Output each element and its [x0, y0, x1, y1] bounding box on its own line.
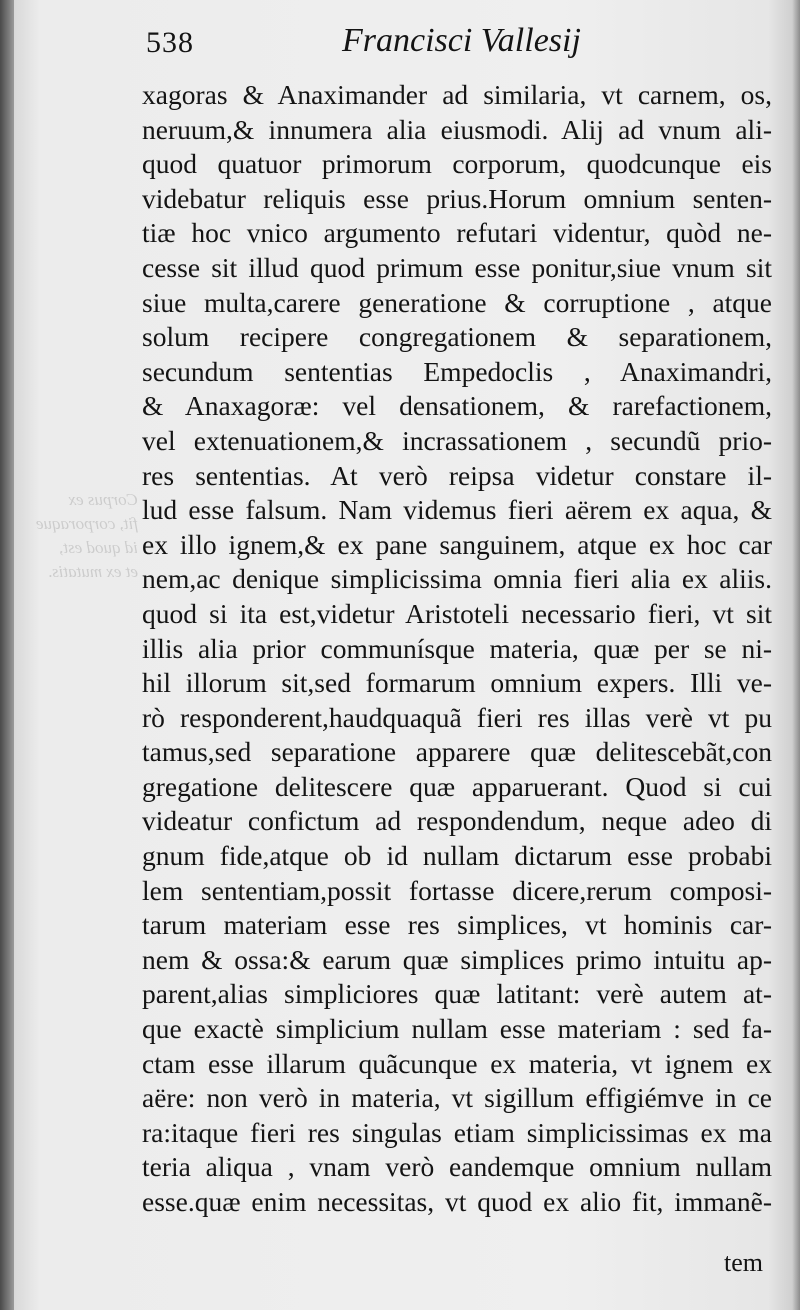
text-line: nem & ossa:& earum quæ simplices primo intuitu ap- — [142, 943, 772, 975]
page-header — [146, 22, 746, 70]
text-line: hil illorum sit,sed formarum omnium expers. Illi ve- — [142, 667, 772, 699]
page-edge — [792, 0, 800, 1310]
text-line: videbatur reliquis esse prius.Horum omnium senten- — [142, 182, 772, 214]
text-line: quod si ita est,videtur Aristoteli necessario fieri, vt sit — [142, 597, 772, 629]
text-line: & Anaxagoræ: vel densationem, & rarefactionem, — [142, 390, 772, 422]
text-line: gregatione delitescere quæ apparuerant. Quod si cui — [142, 770, 772, 802]
text-line: ctam esse illarum quãcunque ex materia, vt ignem ex — [142, 1047, 772, 1079]
text-line: gnum fide,atque ob id nullam dictarum esse probabi — [142, 840, 772, 872]
text-line: aëre: non verò in materia, vt sigillum effigiémve in ce — [142, 1082, 772, 1114]
bleed-through-marginalia: Corpus ex fit, corporaque id quod est, et ex mutatis. — [36, 490, 138, 581]
text-line: esse.quæ enim necessitas, vt quod ex alio fit, immanẽ- — [142, 1186, 772, 1217]
text-line: teria aliqua , vnam verò eandemque omnium nullam — [142, 1151, 772, 1183]
text-line: nem,ac denique simplicissima omnia fieri alia ex aliis. — [142, 563, 772, 595]
text-line: solum recipere congregationem & separationem, — [142, 321, 772, 353]
text-line: tarum materiam esse res simplices, vt hominis car- — [142, 909, 772, 941]
running-head: Francisci Vallesij — [342, 22, 581, 59]
catchword: tem — [724, 1248, 763, 1277]
text-line: rò responderent,haudquaquã fieri res illas verè vt pu — [142, 701, 772, 733]
text-line: quod quatuor primorum corporum, quodcunque eis — [142, 148, 772, 180]
text-line: xagoras & Anaximander ad similaria, vt carnem, os, — [142, 79, 772, 110]
body-text — [142, 78, 772, 1220]
text-line: parent,alias simpliciores quæ latitant: verè autem at- — [142, 978, 772, 1010]
text-line: cesse sit illud quod primum esse ponitur,siue vnum sit — [142, 251, 772, 283]
text-line: que exactè simplicium nullam esse materiam : sed fa- — [142, 1013, 772, 1045]
page-number: 538 — [146, 26, 194, 59]
text-line: lud esse falsum. Nam videmus fieri aërem ex aqua, & — [142, 494, 772, 526]
gutter-shadow — [0, 0, 14, 1310]
text-line: siue multa,carere generatione & corruptione , atque — [142, 286, 772, 318]
text-line: lem sententiam,possit fortasse dicere,rerum composi- — [142, 874, 772, 906]
text-line: tamus,sed separatione apparere quæ delitescebãt,con — [142, 736, 772, 768]
text-line: vel extenuationem,& incrassationem , secundũ prio- — [142, 424, 772, 456]
text-line: res sententias. At verò reipsa videtur constare il- — [142, 459, 772, 491]
text-line: secundum sententias Empedoclis , Anaximandri, — [142, 355, 772, 387]
text-line: ra:itaque fieri res singulas etiam simplicissimas ex ma — [142, 1116, 772, 1148]
text-line: illis alia prior communísque materia, quæ per se ni- — [142, 632, 772, 664]
text-line: videatur confictum ad respondendum, neque adeo di — [142, 805, 772, 837]
text-line: neruum,& innumera alia eiusmodi. Alij ad vnum ali- — [142, 113, 772, 145]
text-line: ex illo ignem,& ex pane sanguinem, atque ex hoc car — [142, 528, 772, 560]
text-line: tiæ hoc vnico argumento refutari videntur, quòd ne- — [142, 217, 772, 249]
